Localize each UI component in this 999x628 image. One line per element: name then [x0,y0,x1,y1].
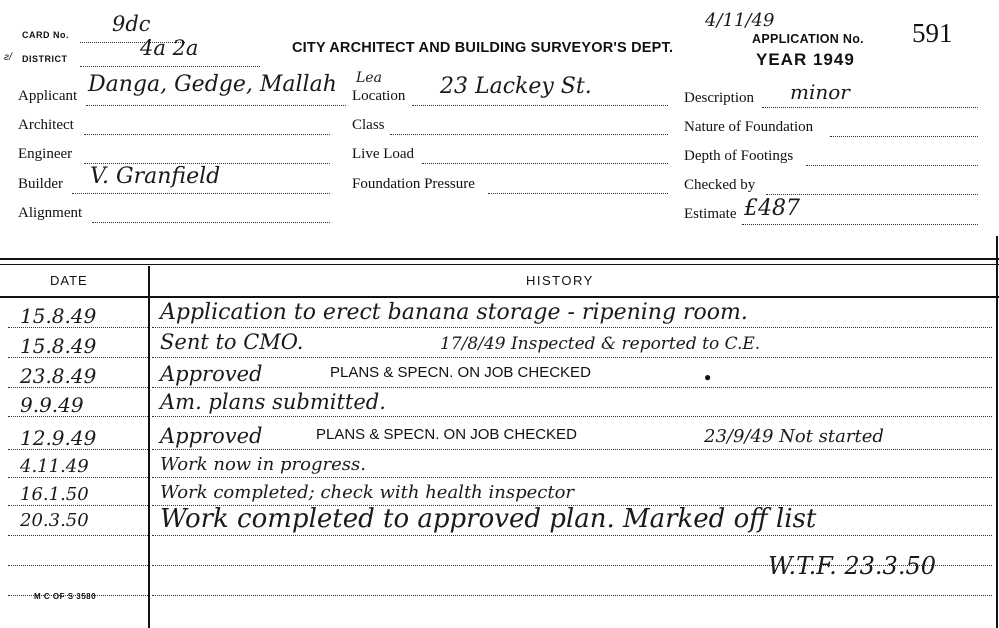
nature-of-foundation-dots [830,136,978,137]
row-dots [152,477,992,478]
year-label: YEAR 1949 [756,50,855,69]
application-no-label: APPLICATION No. [752,32,864,46]
nature-of-foundation-label: Nature of Foundation [684,119,814,135]
estimate-dots [742,224,978,225]
depth-of-footings-dots [806,165,978,166]
row-dots [8,477,148,478]
location-label: Location [352,88,406,104]
table-row-date: 23.8.49 [20,364,97,388]
estimate-value: £487 [744,196,800,221]
alignment-dots [92,222,330,223]
builder-label: Builder [18,176,63,192]
table-row-date: 9.9.49 [20,393,84,417]
description-dots [762,107,978,108]
row-dots [8,565,148,566]
right-edge-rule [996,236,998,628]
table-row-date: 12.9.49 [20,426,97,450]
row-dots [8,327,148,328]
district-dots [80,66,260,67]
builder-dots [72,193,330,194]
table-row-date: 15.8.49 [20,334,97,358]
table-row-history: Approved [160,424,263,448]
checked-by-label: Checked by [684,177,756,193]
signature: W.T.F. 23.3.50 [768,552,936,580]
location-value: 23 Lackey St. [440,74,592,99]
row-dots [152,449,992,450]
depth-of-footings-label: Depth of Footings [684,148,794,164]
table-row-date: 20.3.50 [20,510,89,531]
location-prefix: Lea [356,70,382,86]
row-dots [8,449,148,450]
row-dots [8,505,148,506]
date-column-divider [148,266,150,628]
table-row-history: Work completed; check with health inspector [160,482,575,503]
row-dots [8,535,148,536]
table-row-history: Work completed to approved plan. Marked off list [160,504,817,534]
card-no-label: CARD No. [22,30,69,40]
table-row-note: 23/9/49 Not started [704,426,884,447]
engineer-label: Engineer [18,146,73,162]
estimate-label: Estimate [684,206,737,222]
location-dots [412,105,668,106]
table-row-history: Approved [160,362,263,386]
applicant-label: Applicant [18,88,78,104]
department-title: CITY ARCHITECT AND BUILDING SURVEYOR'S DEPT. [292,40,674,56]
foundation-pressure-label: Foundation Pressure [352,176,475,192]
table-top-rule-2 [0,264,999,265]
history-header: HISTORY [526,273,594,288]
table-row-history: Application to erect banana storage - ripening room. [160,300,748,325]
class-dots [390,134,668,135]
date-header: DATE [50,273,88,288]
row-dots [152,327,992,328]
table-row-history: Am. plans submitted. [160,390,386,414]
live-load-label: Live Load [352,146,415,162]
foundation-pressure-dots [488,193,668,194]
class-label: Class [352,117,385,133]
application-no-value: 591 [912,18,953,48]
row-dots [152,416,992,417]
form-code: M C OF S 3580 [34,592,97,601]
row-dots [8,387,148,388]
description-label: Description [684,90,754,106]
table-row-history: Work now in progress. [160,454,366,475]
row-dots [8,357,148,358]
row-dots [152,357,992,358]
applicant-value: Danga, Gedge, Mallah [88,72,337,97]
row-dots [152,387,992,388]
applicant-dots [86,105,346,106]
date-stamp: 4/11/49 [705,10,775,31]
checked-by-dots [766,194,978,195]
description-value: minor [790,80,850,104]
card-no-value: 9dc [112,12,151,36]
table-row-date: 4.11.49 [20,456,89,477]
live-load-dots [422,163,668,164]
district-label: DISTRICT [22,54,68,64]
builder-value: V. Granfield [90,164,221,189]
architect-label: Architect [18,117,74,133]
approval-stamp: PLANS & SPECN. ON JOB CHECKED [316,426,577,443]
architect-dots [84,134,330,135]
table-row-date: 16.1.50 [20,484,89,505]
district-value: 4a 2a [140,36,199,60]
alignment-label: Alignment [18,205,83,221]
table-row-history: Sent to CMO. [160,330,304,354]
table-top-rule [0,258,999,260]
approval-stamp: PLANS & SPECN. ON JOB CHECKED [330,364,591,381]
table-row-note: 17/8/49 Inspected & reported to C.E. [440,334,761,354]
margin-mark: ƨ/ [4,52,12,63]
row-dots [152,535,992,536]
row-dots [8,416,148,417]
table-row-date: 15.8.49 [20,304,97,328]
row-dots [152,595,992,596]
ink-mark: ● [704,370,712,384]
